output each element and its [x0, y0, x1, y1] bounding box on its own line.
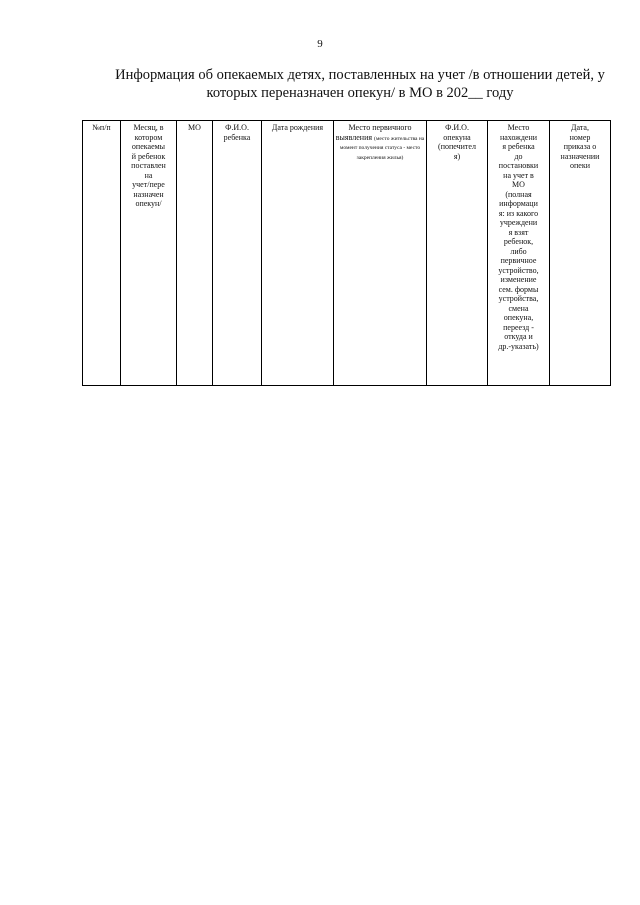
- header-place-first-label: Место первичного выявления: [335, 123, 412, 142]
- header-cell-birth-date: [262, 121, 334, 386]
- header-birth-date-label: Дата рождения: [271, 123, 324, 132]
- header-cell-number: [83, 121, 121, 386]
- header-place-first-note: (место жительства на момент получения статуса - место закрепления жилья): [339, 135, 425, 161]
- header-number-label: №п/п: [92, 123, 111, 132]
- table-header-row: [83, 121, 611, 386]
- header-location-label: Место нахождени я ребенка до постановки на учет в МО (полная информаци я: из какого учреждени я взят ребенок, либо первичное устройство, изменение сем. формы устройства, смена опекуна, переезд - откуда и др.-указать): [498, 123, 539, 351]
- header-cell-location: [488, 121, 550, 386]
- header-child-name-label: Ф.И.О. ребенка: [223, 123, 251, 142]
- header-cell-mo: [177, 121, 213, 386]
- page-title: [100, 66, 620, 102]
- title-line-2: которых переназначен опекун/ в МО в 202__ году: [206, 85, 514, 101]
- header-guardian-name-label: Ф.И.О. опекуна (попечител я): [438, 123, 476, 161]
- header-cell-child-name: [213, 121, 262, 386]
- page-number: 9: [317, 38, 323, 50]
- header-month-label: Месяц, в котором опекаемы й ребенок поставлен на учет/пере назначен опекун/: [131, 123, 166, 208]
- title-line-1: Информация об опекаемых детях, поставленных на учет /в отношении детей, у: [115, 67, 605, 83]
- header-cell-order: [550, 121, 611, 386]
- header-cell-place-first: [334, 121, 427, 386]
- guardianship-table: [82, 120, 611, 386]
- header-mo-label: МО: [188, 123, 201, 132]
- header-order-label: Дата, номер приказа о назначении опеки: [560, 123, 600, 170]
- header-cell-guardian-name: [427, 121, 488, 386]
- header-cell-month: [121, 121, 177, 386]
